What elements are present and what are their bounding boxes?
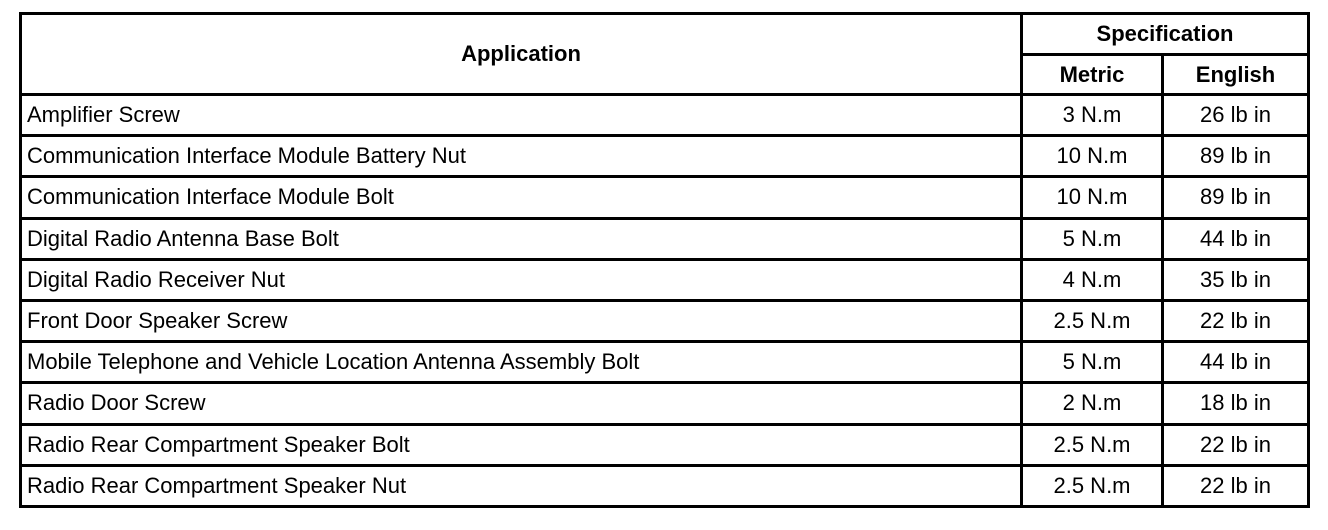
application-header: Application — [21, 14, 1022, 95]
metric-cell: 3 N.m — [1022, 95, 1163, 136]
english-cell: 44 lb in — [1163, 342, 1309, 383]
application-cell: Radio Rear Compartment Speaker Bolt — [21, 424, 1022, 465]
table-row — [21, 218, 1309, 259]
english-cell: 22 lb in — [1163, 300, 1309, 341]
table-row — [21, 383, 1309, 424]
english-cell: 89 lb in — [1163, 136, 1309, 177]
metric-header: Metric — [1022, 55, 1163, 95]
table-row — [21, 342, 1309, 383]
metric-cell: 10 N.m — [1022, 177, 1163, 218]
application-cell: Communication Interface Module Bolt — [21, 177, 1022, 218]
english-header: English — [1163, 55, 1309, 95]
metric-cell: 5 N.m — [1022, 342, 1163, 383]
application-cell: Digital Radio Receiver Nut — [21, 259, 1022, 300]
application-cell: Digital Radio Antenna Base Bolt — [21, 218, 1022, 259]
metric-cell: 10 N.m — [1022, 136, 1163, 177]
application-cell: Front Door Speaker Screw — [21, 300, 1022, 341]
english-cell: 44 lb in — [1163, 218, 1309, 259]
table-row — [21, 95, 1309, 136]
application-cell: Mobile Telephone and Vehicle Location Antenna Assembly Bolt — [21, 342, 1022, 383]
english-cell: 22 lb in — [1163, 465, 1309, 506]
table-row — [21, 424, 1309, 465]
specification-header: Specification — [1022, 14, 1309, 55]
english-cell: 18 lb in — [1163, 383, 1309, 424]
application-cell: Radio Rear Compartment Speaker Nut — [21, 465, 1022, 506]
metric-cell: 2.5 N.m — [1022, 465, 1163, 506]
fastener-spec-table — [19, 12, 1310, 508]
table-row — [21, 136, 1309, 177]
table-row — [21, 259, 1309, 300]
table-row — [21, 465, 1309, 506]
application-cell: Amplifier Screw — [21, 95, 1022, 136]
application-cell: Radio Door Screw — [21, 383, 1022, 424]
metric-cell: 2.5 N.m — [1022, 424, 1163, 465]
metric-cell: 2.5 N.m — [1022, 300, 1163, 341]
table-body — [21, 95, 1309, 507]
metric-cell: 2 N.m — [1022, 383, 1163, 424]
table-header — [21, 14, 1309, 95]
table-row — [21, 300, 1309, 341]
metric-cell: 4 N.m — [1022, 259, 1163, 300]
english-cell: 22 lb in — [1163, 424, 1309, 465]
english-cell: 89 lb in — [1163, 177, 1309, 218]
application-cell: Communication Interface Module Battery Nut — [21, 136, 1022, 177]
english-cell: 26 lb in — [1163, 95, 1309, 136]
table-row — [21, 177, 1309, 218]
english-cell: 35 lb in — [1163, 259, 1309, 300]
metric-cell: 5 N.m — [1022, 218, 1163, 259]
